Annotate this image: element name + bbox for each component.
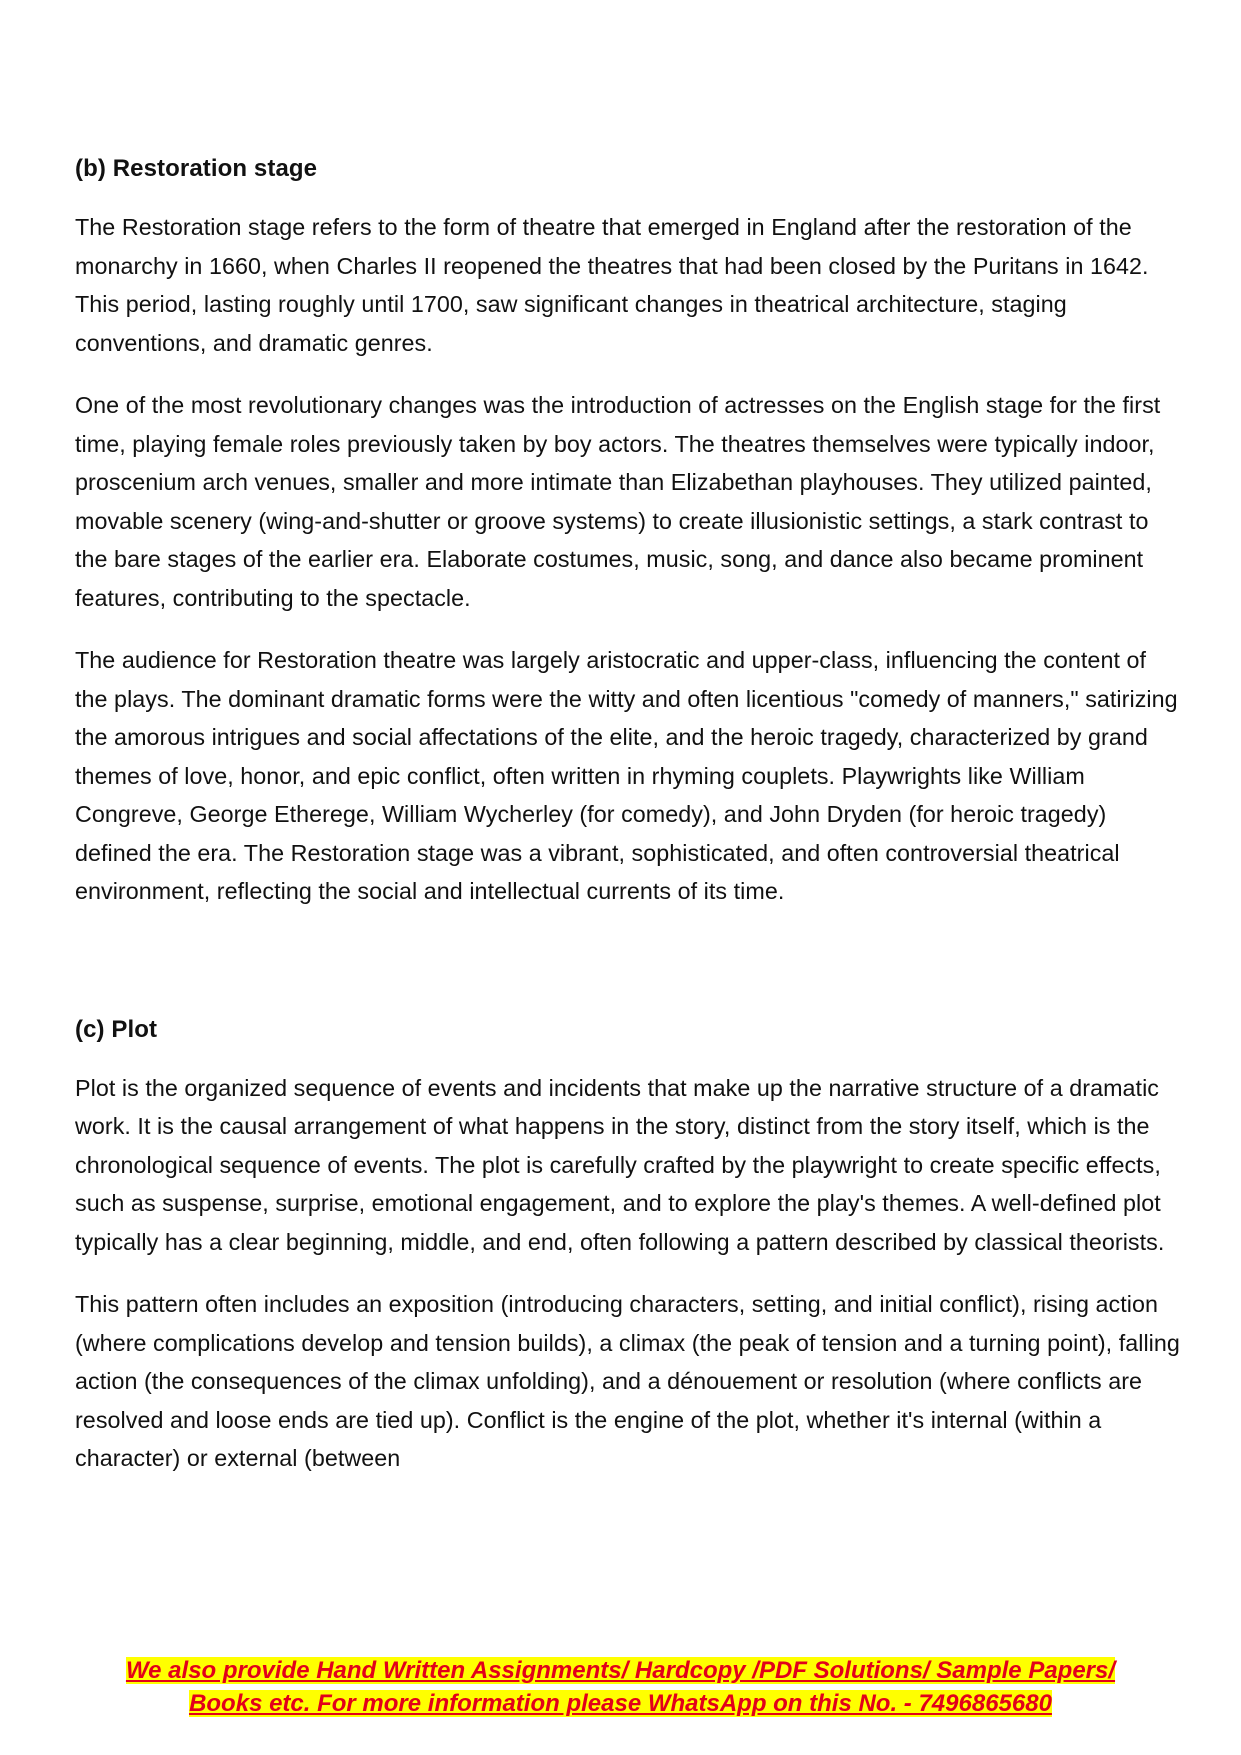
paragraph: One of the most revolutionary changes was the introduction of actresses on the English stage for the first time, playing female roles previously taken by boy actors. The theatres themselves were typically indoor, proscenium arch venues, smaller and more intimate than Elizabethan playhouses. They utilized painted, movable scenery (wing-and-shutter or groove systems) to create illusionistic settings, a stark contrast to the bare stages of the earlier era. Elaborate costumes, music, song, and dance also became prominent features, contributing to the spectacle. [75, 392, 1161, 611]
paragraph: This pattern often includes an exposition (introducing characters, setting, and initial conflict), rising action (where complications develop and tension builds), a climax (the peak of tension and a turning point), falling action (the consequences of the climax unfolding), and a dénouement or resolution (where conflicts are resolved and loose ends are tied up). Conflict is the engine of the plot, whether it's internal (within a character) or external (between [75, 1291, 1180, 1471]
paragraph: The Restoration stage refers to the form of theatre that emerged in England after the restoration of the monarchy in 1660, when Charles II reopened the theatres that had been closed by the Puritans in 1642. This period, lasting roughly until 1700, saw significant changes in theatrical architecture, staging conventions, and dramatic genres. [75, 214, 1149, 356]
section-heading: (b) Restoration stage [75, 155, 318, 182]
promo-footer-line-2: Books etc. For more information please WhatsApp on this No. - 7496865680 [189, 1690, 1052, 1717]
promo-footer-line-1: We also provide Hand Written Assignments/ Hardcopy /PDF Solutions/ Sample Papers/ [125, 1657, 1116, 1684]
paragraph: Plot is the organized sequence of events and incidents that make up the narrative structure of a dramatic work. It is the causal arrangement of what happens in the story, distinct from the story itself, which is the chronological sequence of events. The plot is carefully crafted by the playwright to create specific effects, such as suspense, surprise, emotional engagement, and to explore the play's themes. A well-defined plot typically has a clear beginning, middle, and end, often following a pattern described by classical theorists. [75, 1074, 1165, 1255]
section-restoration-stage [75, 150, 1180, 911]
section-heading: (c) Plot [75, 1015, 158, 1043]
section-plot [75, 1011, 1180, 1478]
paragraph: The audience for Restoration theatre was largely aristocratic and upper-class, influencing the content of the plays. The dominant dramatic forms were the witty and often licentious "comedy of manners," satirizing the amorous intrigues and social affectations of the elite, and the heroic tragedy, characterized by grand themes of love, honor, and epic conflict, often written in rhyming couplets. Playwrights like William Congreve, George Etherege, William Wycherley (for comedy), and John Dryden (for heroic tragedy) defined the era. The Restoration stage was a vibrant, sophisticated, and often controversial theatrical environment, reflecting the social and intellectual currents of its time. [75, 647, 1178, 904]
section-spacer [75, 935, 1180, 1011]
promo-footer [0, 1654, 1241, 1720]
document-page [75, 150, 1180, 1502]
